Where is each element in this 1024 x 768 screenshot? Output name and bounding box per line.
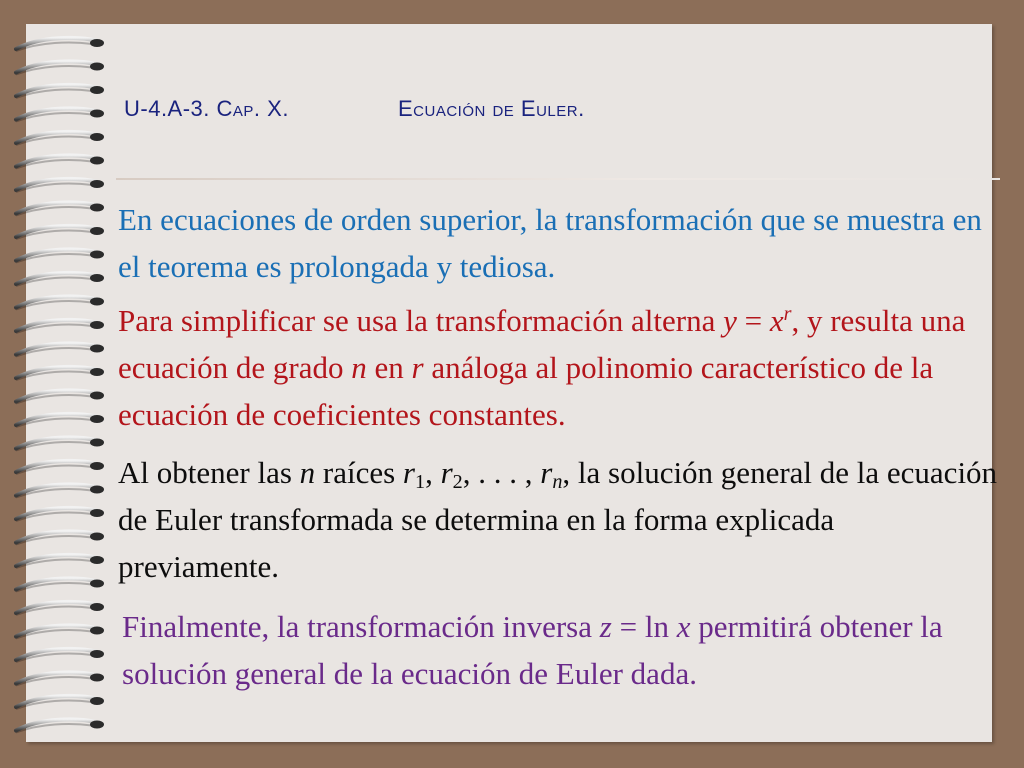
p2-text-d: análoga al polinomio característico de la ecuación de coeficientes constantes.: [118, 350, 934, 432]
p3-root-r1: r: [402, 455, 415, 490]
spiral-binding-ring-icon: [16, 155, 104, 168]
spiral-binding-ring-icon: [16, 555, 104, 568]
p4-var-z: z: [599, 609, 612, 644]
spiral-binding-ring-icon: [16, 437, 104, 450]
p4-equals-ln: = ln: [611, 609, 677, 644]
spiral-binding-ring-icon: [16, 508, 104, 521]
p3-ellipsis: , . . . ,: [462, 455, 541, 490]
paragraph-alternate-transformation: [118, 297, 998, 438]
spiral-binding-ring-icon: [16, 273, 104, 286]
paragraph-intro: [118, 196, 998, 290]
spiral-binding-ring-icon: [16, 296, 104, 309]
spiral-binding-ring-icon: [16, 320, 104, 333]
p2-text-b: , y resulta una ecuación de grado: [118, 303, 966, 385]
spiral-binding-ring-icon: [16, 414, 104, 427]
paragraph-inverse-transformation: [122, 603, 1002, 697]
spiral-binding-ring-icon: [16, 202, 104, 215]
spiral-binding-ring-icon: [16, 625, 104, 638]
p2-text-a: Para simplificar se usa la transformación alterna: [118, 303, 724, 338]
p2-var-y: y: [723, 303, 737, 338]
spiral-binding-ring-icon: [16, 38, 104, 51]
p3-var-n: n: [299, 455, 316, 490]
spiral-binding-ring-icon: [16, 249, 104, 262]
spiral-binding-ring-icon: [16, 343, 104, 356]
p3-sub-n: n: [552, 471, 563, 494]
paragraph-intro-text: En ecuaciones de orden superior, la transformación que se muestra en el teorema es prolongada y tediosa.: [118, 202, 982, 284]
p4-text-a: Finalmente, la transformación inversa: [122, 609, 600, 644]
spiral-binding-ring-icon: [16, 132, 104, 145]
spiral-binding-ring-icon: [16, 696, 104, 709]
spiral-binding-ring-icon: [16, 531, 104, 544]
p3-root-r2: r: [440, 455, 453, 490]
p2-text-c: en: [366, 350, 412, 385]
p3-text-b: raíces: [315, 455, 403, 490]
spiral-binding-ring-icon: [16, 390, 104, 403]
spiral-binding-ring-icon: [16, 578, 104, 591]
p2-equals: =: [736, 303, 770, 338]
spiral-binding-ring-icon: [16, 85, 104, 98]
p2-var-n: n: [351, 350, 367, 385]
p4-var-x: x: [676, 609, 691, 644]
spiral-binding-ring-icon: [16, 226, 104, 239]
spiral-binding-ring-icon: [16, 179, 104, 192]
p3-text-c: , la solución general de la ecuación de Euler transformada se determina en la forma explicada previamente.: [118, 455, 998, 584]
p3-text-a: Al obtener las: [118, 455, 300, 490]
p3-sub-2: 2: [452, 471, 463, 494]
p4-text-b: permitirá obtener la solución general de la ecuación de Euler dada.: [122, 609, 943, 691]
spiral-binding-ring-icon: [16, 484, 104, 497]
paragraph-general-solution: [118, 449, 998, 590]
spiral-binding-ring-icon: [16, 61, 104, 74]
slide-title: Ecuación de Euler.: [398, 96, 585, 121]
spiral-binding-ring-icon: [16, 602, 104, 615]
p3-sub-1: 1: [415, 471, 426, 494]
spiral-binding-ring-icon: [16, 367, 104, 380]
section-code: U-4.A-3. Cap. X.: [124, 96, 289, 121]
spiral-binding-ring-icon: [16, 719, 104, 732]
p2-var-x: x: [769, 303, 784, 338]
p3-separator: ,: [425, 455, 441, 490]
spiral-binding-ring-icon: [16, 649, 104, 662]
spiral-binding-ring-icon: [16, 108, 104, 121]
spiral-binding-ring-icon: [16, 461, 104, 474]
p3-root-rn: r: [540, 455, 553, 490]
spiral-binding-ring-icon: [16, 672, 104, 685]
spiral-binding: [0, 0, 120, 768]
header-divider: [116, 178, 1000, 180]
p2-var-r: r: [411, 350, 424, 385]
p2-exponent-r: r: [783, 302, 792, 325]
